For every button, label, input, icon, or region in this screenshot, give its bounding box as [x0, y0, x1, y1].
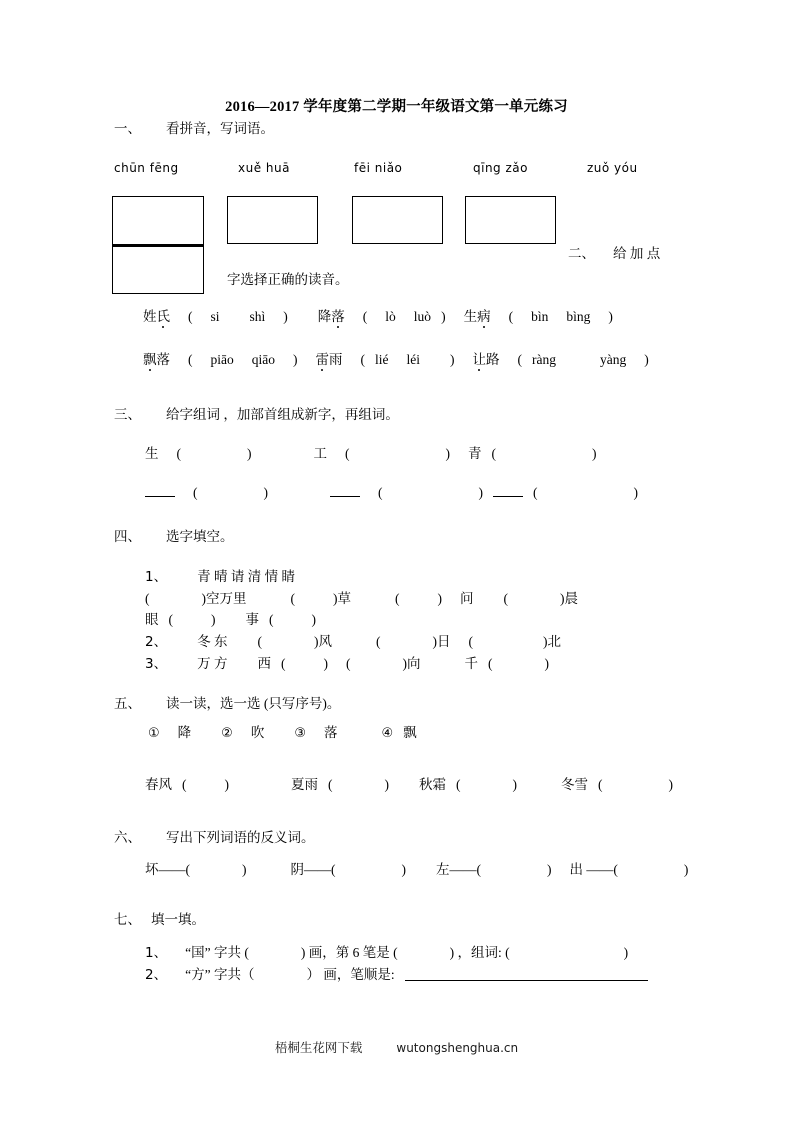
s4-item1-charlist: 青 晴 请 清 情 睛	[197, 569, 295, 584]
pc2-word-2: 雷雨	[316, 352, 343, 367]
dotted-char-6: 让	[473, 348, 487, 368]
section-6-title: 写出下列词语的反义词。	[166, 830, 315, 845]
s4-i1-a-w3: 问	[460, 591, 474, 606]
section-1-number: 一、	[114, 121, 141, 136]
s4-i3-w2: 向	[406, 656, 421, 671]
s4-item2-number: 2、	[145, 634, 168, 650]
s4-i3-w1: 西	[257, 656, 271, 671]
s4-item2-charlist: 冬 东	[197, 634, 228, 649]
s4-i1-a-w4: 晨	[564, 591, 578, 606]
section-5-answer-row: 春风 ( ) 夏雨 ( ) 秋霜 ( ) 冬雪 ( )	[145, 777, 673, 792]
section-3-number: 三、	[114, 407, 141, 422]
s3-char-2: 工	[313, 446, 327, 461]
pc2-option-3a[interactable]: ràng	[532, 352, 556, 367]
s5-item-3: 秋霜	[419, 777, 446, 792]
section-3-row-1: 生 ( ) 工 ( ) 青 ( )	[145, 446, 597, 461]
answer-box-4[interactable]	[465, 196, 556, 244]
section-3-title: 给字组词 ，加部首组成新字，再组词。	[166, 407, 399, 422]
section-4-heading	[114, 525, 234, 545]
dotted-char-5: 雷	[316, 348, 330, 368]
pc1-option-1a[interactable]: si	[210, 309, 220, 324]
s3-new-char-blank-2[interactable]	[330, 485, 360, 497]
stroke-order-blank[interactable]	[405, 969, 648, 981]
pinyin-choice-row-1: 姓氏 ( si shì ) 降落 ( lò luò ) 生病 ( bìn bìng )	[143, 305, 613, 325]
section-3-row-2: ( ) ( ) ( )	[145, 485, 638, 501]
section-6-number: 六、	[114, 830, 141, 845]
s6-item-2: 阴——	[290, 862, 331, 877]
dotted-char-2: 落	[331, 305, 345, 325]
pc2-option-2b[interactable]: léi	[406, 352, 420, 367]
pc2-option-3b[interactable]: yàng	[600, 352, 627, 367]
section-5-number: 五、	[114, 696, 141, 711]
s3-char-1: 生	[145, 446, 159, 461]
option-char-1: 降	[177, 725, 192, 740]
pc2-word-1: 飘落	[143, 352, 170, 367]
pc2-option-2a[interactable]: lié	[375, 352, 389, 367]
option-char-2: 吹	[250, 725, 265, 740]
option-marker-4: ④	[381, 726, 394, 741]
s4-item3-charlist: 万 方	[197, 656, 228, 671]
section-5-heading	[114, 692, 340, 712]
s5-item-4: 冬雪	[561, 777, 588, 792]
section-4-item-1-line-a: ( )空万里 ( )草 ( ) 问 ( )晨	[145, 591, 578, 606]
answer-box-3[interactable]	[352, 196, 443, 244]
pc1-word-2: 降落	[318, 309, 345, 324]
pc1-option-2a[interactable]: lò	[385, 309, 396, 324]
s3-char-3: 青	[468, 446, 482, 461]
section-2-heading-part2: 字选择正确的读音。	[227, 272, 349, 287]
s6-item-3: 左——	[436, 862, 477, 877]
s7-i2-a: “方” 字共（	[185, 967, 255, 982]
pc1-option-2b[interactable]: luò	[413, 309, 432, 324]
pc1-option-3b[interactable]: bìng	[566, 309, 591, 324]
pinyin-choice-row-2: 飘落 ( piāo qiāo ) 雷雨 ( lié léi ) 让路 ( ràng yàng )	[143, 348, 649, 368]
section-1-heading	[114, 117, 274, 137]
dotted-char-1: 氏	[157, 305, 171, 325]
pc2-option-1a[interactable]: piāo	[210, 352, 234, 367]
s7-i1-d: )	[623, 945, 629, 960]
section-2-heading-part1	[568, 242, 660, 262]
pinyin-row	[114, 161, 714, 179]
pc1-option-3a[interactable]: bìn	[531, 309, 549, 324]
s7-item1-number: 1、	[145, 945, 168, 961]
option-marker-2: ②	[221, 726, 233, 741]
section-3-heading	[114, 403, 399, 423]
s4-item3-number: 3、	[145, 656, 168, 672]
section-4-number: 四、	[114, 529, 141, 544]
option-char-4: 飘	[403, 725, 417, 740]
section-7-title: 填一填。	[151, 912, 205, 927]
section-2-title-a: 给 加 点	[613, 246, 661, 261]
answer-box-2[interactable]	[227, 196, 318, 244]
s6-item-1: 坏——	[145, 862, 186, 877]
pc1-word-3: 生病	[464, 309, 491, 324]
s7-i2-b: ） 画，笔顺是:	[306, 967, 395, 982]
section-4-item-1-line-b: 眼 ( ) 事 ( )	[145, 612, 316, 627]
option-marker-1: ①	[148, 726, 160, 741]
section-4-item-1-chars	[145, 565, 295, 585]
dotted-char-3: 病	[477, 305, 491, 325]
s4-i1-a-w2: 草	[337, 591, 351, 606]
footer-source: 梧桐生花网下载	[274, 1041, 363, 1055]
section-2-number: 二、	[568, 246, 595, 261]
s5-item-2: 夏雨	[291, 777, 318, 792]
s4-i2-w1: 风	[318, 634, 332, 649]
s4-i3-w3: 千	[464, 656, 478, 671]
pinyin-word-3: fēi niǎo	[354, 161, 403, 175]
pc1-option-1b[interactable]: shì	[249, 309, 266, 324]
page-title: 2016—2017 学年度第二学期一年级语文第一单元练习	[225, 99, 568, 115]
pc1-word-1: 姓氏	[143, 309, 170, 324]
section-7-number: 七、	[114, 912, 141, 927]
pinyin-word-1: chūn fēng	[114, 161, 179, 175]
footer	[0, 1038, 793, 1056]
pc2-word-3: 让路	[473, 352, 500, 367]
section-1-title: 看拼音，写词语。	[166, 121, 274, 136]
s4-i1-b-w2: 事	[245, 612, 259, 627]
s6-item-4: 出 ——	[569, 862, 614, 877]
pinyin-word-4: qīng zǎo	[473, 161, 528, 175]
s5-item-1: 春风	[145, 777, 172, 792]
section-6-answer-row: 坏——( ) 阴——( ) 左——( ) 出 ——( )	[145, 862, 689, 877]
s3-new-char-blank-1[interactable]	[145, 485, 175, 497]
dotted-char-4: 飘	[143, 348, 157, 368]
section-5-title: 读一读，选一选 (只写序号)。	[166, 696, 341, 711]
section-7-heading	[114, 908, 205, 928]
s7-item2-number: 2、	[145, 967, 168, 983]
s4-item1-number: 1、	[145, 569, 168, 585]
section-7-item-2	[145, 963, 648, 983]
pinyin-word-5: zuǒ yóu	[587, 161, 638, 175]
section-4-title: 选字填空。	[166, 529, 234, 544]
answer-box-1[interactable]	[112, 196, 204, 245]
s7-i1-c: ) ，组词: (	[449, 945, 510, 960]
option-char-3: 落	[323, 725, 338, 740]
section-5-options	[148, 721, 417, 741]
answer-box-5[interactable]	[112, 245, 204, 294]
pc2-option-1b[interactable]: qiāo	[251, 352, 275, 367]
s7-i1-b: ) 画，第 6 笔是 (	[300, 945, 398, 960]
footer-website: wutongshenghua.cn	[396, 1041, 519, 1055]
section-7-item-1	[145, 941, 628, 961]
s4-i1-a-w1: 空万里	[206, 591, 247, 606]
section-4-item-3: 3、 万 方 西 ( ) ( )向 千 ( )	[145, 656, 549, 672]
s4-i2-w3: 北	[547, 634, 561, 649]
s4-i1-b-w1: 眼	[145, 612, 159, 627]
section-4-item-2: 2、 冬 东 ( )风 ( )日 ( )北	[145, 634, 561, 650]
option-marker-3: ③	[294, 726, 306, 741]
s4-i2-w2: 日	[436, 634, 451, 649]
section-6-heading	[114, 826, 315, 846]
pinyin-word-2: xuě huā	[238, 161, 290, 175]
s7-i1-a: “国” 字共 (	[185, 945, 249, 960]
s3-new-char-blank-3[interactable]	[493, 485, 523, 497]
